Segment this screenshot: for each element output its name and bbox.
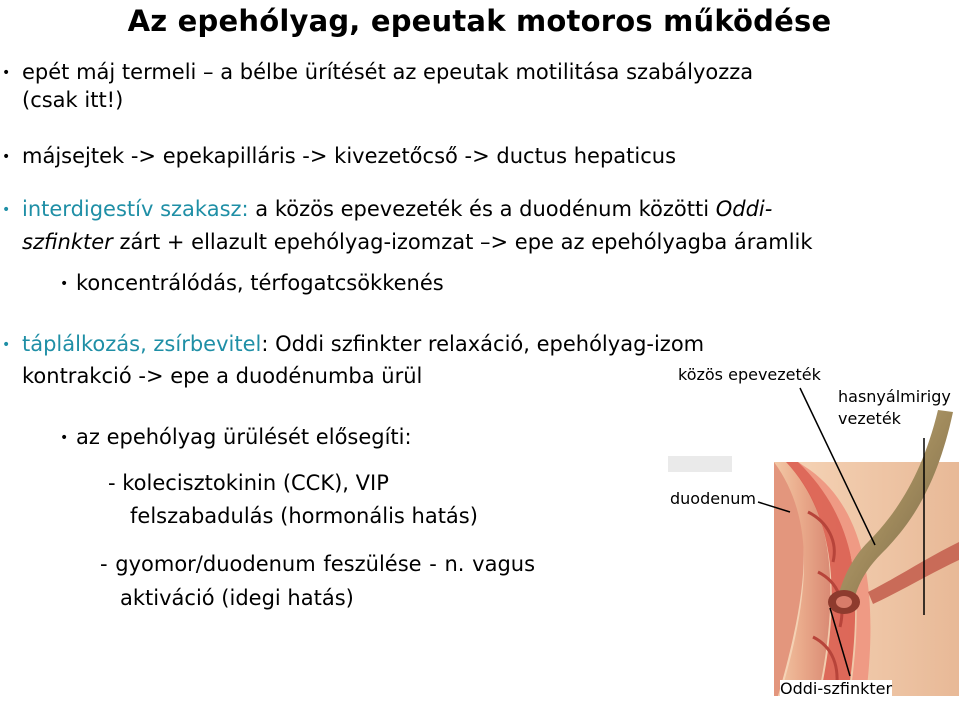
highlight-term: táplálkozás, zsírbevitel xyxy=(22,332,262,356)
highlight-term: interdigestív szakasz: xyxy=(22,197,249,221)
label-pancreatic-duct: hasnyálmirigy xyxy=(838,387,951,406)
bullet-text: (csak itt!) xyxy=(22,88,124,112)
label-duodenum: duodenum xyxy=(670,489,756,508)
italic-term: szfinkter xyxy=(22,230,113,254)
bullet-text xyxy=(22,228,813,256)
bullet-dot: • xyxy=(2,149,11,165)
bullet-text xyxy=(22,195,772,223)
bullet-text-part: a közös epevezeték és a duodénum közötti xyxy=(248,197,716,221)
vagus-text: aktiváció (idegi hatás) xyxy=(120,586,354,610)
vagus-text: - gyomor/duodenum feszülése - n. vagus xyxy=(100,552,536,576)
slide-title: Az epehólyag, epeutak motoros működése xyxy=(127,4,832,38)
sub-bullet-dot: • xyxy=(60,430,69,446)
bullet-text-part: : Oddi szfinkter relaxáció, epehólyag-izom xyxy=(261,332,705,356)
cck-text: - kolecisztokinin (CCK), VIP xyxy=(108,471,389,495)
sub-bullet-text: az epehólyag ürülését elősegíti: xyxy=(76,425,412,449)
bullet-text xyxy=(22,330,704,358)
bullet-text: kontrakció -> epe a duodénumba ürül xyxy=(22,364,423,388)
label-oddi-sphincter: Oddi-szfinkter xyxy=(780,679,893,698)
label-common-bile-duct: közös epevezeték xyxy=(678,365,821,384)
bullet-text-part: zárt + ellazult epehólyag-izomzat –> epe az epehólyagba áramlik xyxy=(112,230,813,254)
bullet-dot: • xyxy=(2,337,11,353)
bullet-dot: • xyxy=(2,202,11,218)
sub-bullet-text: koncentrálódás, térfogatcsökkenés xyxy=(76,271,444,295)
cck-text: felszabadulás (hormonális hatás) xyxy=(130,504,478,528)
sub-bullet-dot: • xyxy=(60,276,69,292)
bullet-text: epét máj termeli – a bélbe ürítését az epeutak motilitása szabályozza xyxy=(22,60,754,84)
leader-lines xyxy=(660,380,959,700)
bullet-text: májsejtek -> epekapilláris -> kivezetőcső -> ductus hepaticus xyxy=(22,144,677,168)
italic-term: Oddi- xyxy=(715,197,773,221)
bullet-dot: • xyxy=(2,65,11,81)
label-pancreatic-duct: vezeték xyxy=(838,409,901,428)
